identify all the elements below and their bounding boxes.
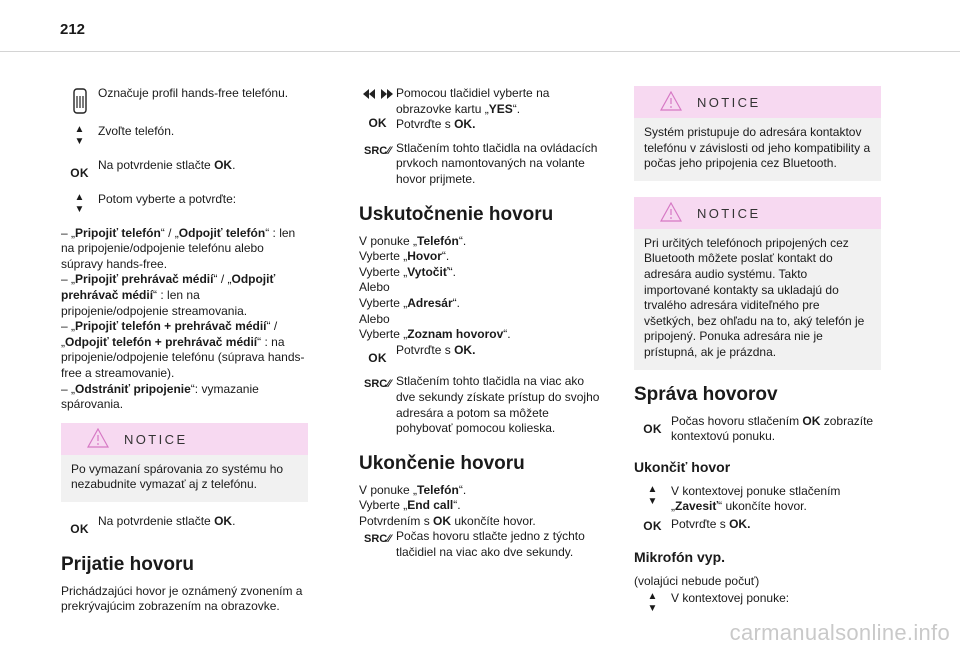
notice-header bbox=[634, 197, 881, 229]
warning-icon bbox=[660, 91, 682, 111]
notice-text: Systém pristupuje do adresára kontaktov telefónu v závislosti od jeho kompatibility a počas jeho pripojenia cez Bluetooth. bbox=[644, 125, 871, 171]
steering-wheel-src-icon: SRC ⁄⁄ bbox=[364, 378, 391, 391]
instruction-text: Zvoľte telefón. bbox=[98, 124, 175, 138]
column-left bbox=[61, 86, 308, 625]
up-down-arrows-icon: ▲ ▼ bbox=[647, 483, 658, 507]
instruction-text: Potom vyberte a potvrďte: bbox=[98, 191, 237, 206]
mute-note: (volajúci nebude počuť) bbox=[634, 573, 760, 588]
notice-title: NOTICE bbox=[124, 431, 188, 447]
option-connect-both: – „Pripojiť telefón + prehrávač médií“ / „Odpojiť telefón + prehrávač médií“ : na pripojenie/odpojenie telefónu (súprava hands-free a streamovanie). bbox=[61, 319, 305, 380]
instruction-row bbox=[359, 529, 606, 560]
notice-body bbox=[634, 229, 881, 370]
instruction-text: V kontextovej ponuke: bbox=[671, 591, 790, 606]
instruction-row bbox=[634, 591, 881, 615]
instruction-text: Potvrďte s OK. bbox=[671, 516, 751, 531]
up-down-arrows-icon: ▲ ▼ bbox=[74, 191, 85, 215]
ok-button-icon: OK bbox=[70, 521, 89, 536]
left-right-arrows-icon bbox=[359, 86, 396, 132]
instruction-row bbox=[61, 86, 308, 114]
notice-header bbox=[634, 86, 881, 118]
ok-button-icon: OK bbox=[70, 166, 89, 180]
header-rule bbox=[0, 51, 960, 52]
option-connect-phone: – „Pripojiť telefón“ / „Odpojiť telefón“ : len na pripojenie/odpojenie telefónu alebo súpravy hands-free. bbox=[61, 225, 296, 271]
instruction-row bbox=[61, 158, 308, 182]
option-connect-media: – „Pripojiť prehrávač médií“ / „Odpojiť prehrávač médií“ : len na pripojenie/odpojenie streamovania. bbox=[61, 272, 276, 318]
ok-button-icon: OK bbox=[643, 421, 662, 436]
instruction-text: Pomocou tlačidiel vyberte na obrazovke kartu „YES“. Potvrďte s OK. bbox=[396, 86, 550, 132]
paragraph-incoming-call: Prichádzajúci hovor je oznámený zvonením a prekrývajúcim zobrazením na obrazovke. bbox=[61, 583, 303, 614]
instruction-row bbox=[359, 86, 606, 133]
notice-box bbox=[634, 197, 881, 370]
instruction-row bbox=[61, 192, 308, 216]
column-right bbox=[634, 86, 881, 625]
ok-button-icon: OK bbox=[368, 350, 387, 365]
instruction-text: Označuje profil hands-free telefónu. bbox=[98, 86, 289, 100]
warning-icon bbox=[660, 202, 682, 222]
instruction-text: Na potvrdenie stlačte OK. bbox=[98, 158, 236, 172]
watermark: carmanualsonline.info bbox=[729, 620, 950, 646]
instruction-row bbox=[359, 141, 606, 188]
instruction-row bbox=[634, 484, 881, 515]
instruction-text: Počas hovoru stlačte jedno z týchto tlačidiel na viac ako dve sekundy. bbox=[396, 529, 585, 560]
section-heading-manage-calls: Správa hovorov bbox=[634, 383, 778, 405]
instruction-row bbox=[634, 414, 881, 445]
instruction-text: V kontextovej ponuke stlačením „Zavesiť“ ukončíte hovor. bbox=[671, 483, 841, 514]
instruction-text: Na potvrdenie stlačte OK. bbox=[98, 513, 236, 528]
section-heading-make-call: Uskutočnenie hovoru bbox=[359, 203, 554, 225]
column-middle bbox=[359, 86, 606, 571]
notice-text: Pri určitých telefónoch pripojených cez Bluetooth môžete poslať kontakt do adresára audio systému. Takto importované kontakty sa ukladajú do trvalého adresára viditeľného pre všetkých, bez ohľadu na to, aký telefón je pripojený. Ponuka adresára nie je prístupná, ak je prázdna. bbox=[644, 235, 865, 359]
notice-title: NOTICE bbox=[697, 205, 761, 221]
notice-box bbox=[61, 423, 308, 502]
notice-body bbox=[61, 455, 308, 502]
steering-wheel-src-icon: SRC ⁄⁄ bbox=[364, 144, 391, 157]
notice-body bbox=[634, 118, 881, 181]
notice-text: Po vymazaní spárovania zo systému ho nezabudnite vymazať aj z telefónu. bbox=[71, 461, 284, 492]
option-delete-pairing: – „Odstrániť pripojenie“: vymazanie spárovania. bbox=[61, 381, 259, 412]
up-down-arrows-icon: ▲ ▼ bbox=[74, 124, 85, 147]
make-call-steps: V ponuke „Telefón“. Vyberte „Hovor“. Vyberte „Vytočiť“. Alebo Vyberte „Adresár“. Alebo Vyberte „Zoznam hovorov“. bbox=[359, 233, 511, 342]
warning-icon bbox=[87, 428, 109, 448]
phone-profile-icon bbox=[61, 86, 98, 114]
instruction-row bbox=[634, 517, 881, 535]
instruction-text: Stlačením tohto tlačidla na viac ako dve sekundy získate prístup do svojho adresára a potom sa môžete pohybovať pomocou kolieska. bbox=[396, 374, 600, 436]
instruction-text: Stlačením tohto tlačidla na ovládacích prvkoch namontovaných na volante hovor prijmete. bbox=[396, 140, 598, 186]
ok-button-icon: OK bbox=[368, 116, 387, 130]
subheading-hang-up: Ukončiť hovor bbox=[634, 458, 731, 475]
section-heading-incoming-call: Prijatie hovoru bbox=[61, 553, 195, 575]
notice-box bbox=[634, 86, 881, 181]
instruction-row bbox=[359, 374, 606, 436]
instruction-row bbox=[359, 343, 606, 367]
instruction-text: Potvrďte s OK. bbox=[396, 342, 476, 357]
instruction-row bbox=[61, 124, 308, 148]
notice-header bbox=[61, 423, 308, 455]
up-down-arrows-icon: ▲ ▼ bbox=[647, 591, 658, 615]
instruction-text: Počas hovoru stlačením OK zobrazíte kontextovú ponuku. bbox=[671, 413, 874, 444]
end-call-steps: V ponuke „Telefón“. Vyberte „End call“. Potvrdením s OK ukončíte hovor. bbox=[359, 482, 536, 528]
subheading-mute: Mikrofón vyp. bbox=[634, 548, 726, 565]
instruction-row bbox=[61, 514, 308, 538]
section-heading-end-call: Ukončenie hovoru bbox=[359, 452, 525, 474]
notice-title: NOTICE bbox=[697, 95, 761, 110]
page-number: 212 bbox=[60, 21, 86, 38]
steering-wheel-src-icon: SRC ⁄⁄ bbox=[364, 533, 391, 546]
ok-button-icon: OK bbox=[643, 518, 662, 533]
